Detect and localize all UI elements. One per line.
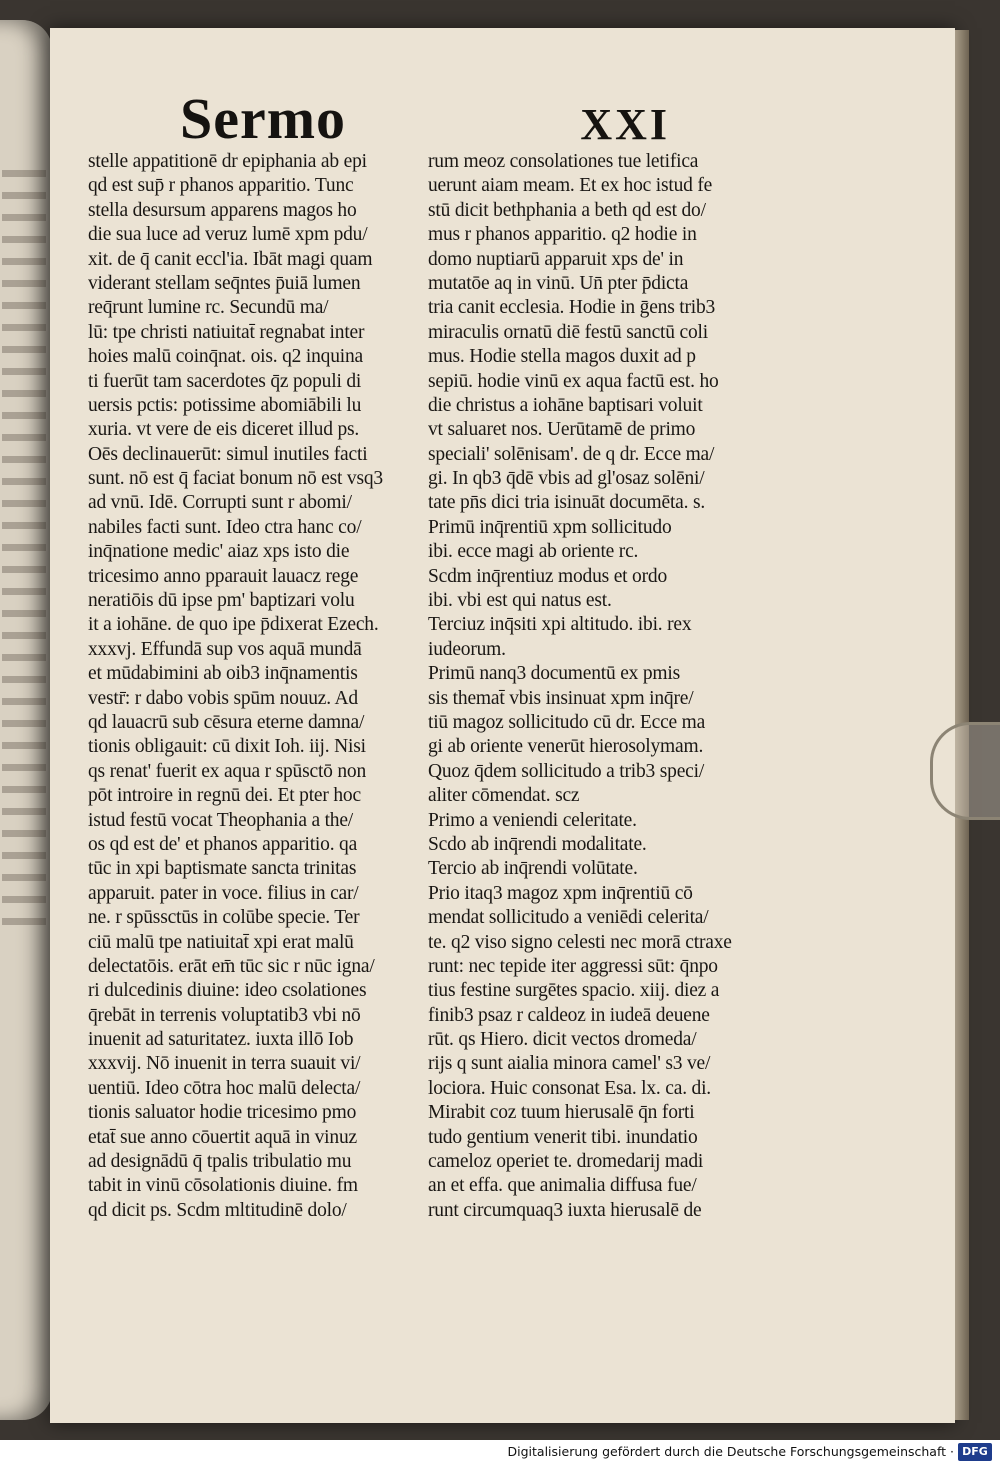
text-line: Scdo ab inq̄rendi modalitate.: [428, 833, 647, 855]
page-clip: [930, 722, 1000, 820]
text-line: it a iohāne. de quo ipe p̄dixerat Ezech.: [88, 614, 379, 636]
text-line: tudo gentium venerit tibi. inundatio: [428, 1126, 698, 1148]
text-line: lociora. Huic consonat Esa. lx. ca. di.: [428, 1077, 711, 1099]
text-line: an et effa. que animalia diffusa fue/: [428, 1175, 697, 1197]
text-line: finib3 psaz r caldeoz in iudeā deuene: [428, 1004, 710, 1026]
text-line: vt saluaret nos. Uerūtamē de primo: [428, 419, 696, 441]
text-line: ri dulcedinis diuine: ideo csolationes: [88, 980, 367, 1002]
text-line: Scdm inq̄rentiuz modus et ordo: [428, 565, 667, 587]
text-line: tiū magoz sollicitudo cū dr. Ecce ma: [428, 711, 706, 733]
text-line: tūc in xpi baptismate sancta trinitas: [88, 858, 357, 880]
text-column-right: [428, 150, 758, 1223]
text-line: inq̄natione medic' aiaz xps isto die: [88, 541, 350, 563]
text-line: uentiū. Ideo cōtra hoc malū delecta/: [88, 1077, 361, 1099]
text-line: cameloz operiet te. dromedarij madi: [428, 1151, 704, 1173]
text-line: te. q2 viso signo celesti nec morā ctraxe: [428, 931, 732, 953]
text-line: sunt. nō est q̄ faciat bonum nō est vsq3: [88, 468, 383, 490]
text-line: vestr̄: r dabo vobis spūm nouuz. Ad: [88, 687, 358, 709]
text-line: die christus a iohāne baptisari voluit: [428, 394, 703, 416]
text-line: sis themat̄ vbis insinuat xpm inq̄re/: [428, 687, 694, 709]
text-line: Prio itaq3 magoz xpm inq̄rentiū cō: [428, 882, 693, 904]
text-line: xuria. vt vere de eis diceret illud ps.: [88, 419, 360, 441]
text-line: neratiōis dū ipse pm' baptizari volu: [88, 590, 355, 612]
text-line: Terciuz inq̄siti xpi altitudo. ibi. rex: [428, 614, 692, 636]
text-line: mendat sollicitudo a veniēdi celerita/: [428, 907, 709, 929]
text-line: Quoz q̄dem sollicitudo a trib3 speci/: [428, 760, 705, 782]
funding-credit: Digitalisierung gefördert durch die Deutsche Forschungsgemeinschaft ·: [507, 1444, 954, 1459]
text-line: speciali' solēnisam'. de q dr. Ecce ma/: [428, 443, 715, 465]
dfg-logo: DFG: [958, 1443, 992, 1461]
sermon-number: XXI: [580, 100, 670, 149]
text-line: iudeorum.: [428, 638, 506, 660]
text-line: etat̄ sue anno cōuertit aquā in vinuz: [88, 1126, 357, 1148]
text-line: ad vnū. Idē. Corrupti sunt r abomi/: [88, 492, 352, 514]
text-line: inuenit ad saturitatez. iuxta illō Iob: [88, 1029, 354, 1051]
text-line: uersis pctis: potissime abomiābili lu: [88, 394, 362, 416]
text-column-left: [88, 150, 418, 1223]
text-line: tabit in vinū cōsolationis diuine. fm: [88, 1175, 358, 1197]
text-line: lū: tpe christi natiuitat̄ regnabat inter: [88, 321, 365, 343]
text-line: pōt introire in regnū dei. Et pter hoc: [88, 785, 361, 807]
text-line: ibi. ecce magi ab oriente rc.: [428, 541, 639, 563]
text-line: tionis saluator hodie tricesimo pmo: [88, 1102, 357, 1124]
text-line: runt: nec tepide iter aggressi sūt: q̄npo: [428, 955, 718, 977]
text-line: apparuit. pater in voce. filius in car/: [88, 882, 359, 904]
text-line: ciū malū tpe natiuitat̄ xpi erat malū: [88, 931, 354, 953]
text-line: viderant stellam seq̄ntes p̄uiā lumen: [88, 272, 361, 294]
text-line: Primū inq̄rentiū xpm sollicitudo: [428, 516, 672, 538]
text-line: ad designādū q̄ tpalis tribulatio mu: [88, 1151, 352, 1173]
text-line: die sua luce ad veruz lumē xpm pdu/: [88, 224, 368, 246]
text-line: Primū nanq3 documentū ex pmis: [428, 663, 681, 685]
text-line: miraculis ornatū diē festū sanctū coli: [428, 321, 708, 343]
footer-bar: [0, 1440, 1000, 1468]
previous-page-text-fragment: [2, 170, 46, 930]
text-line: tionis obligauit: cū dixit Ioh. iij. Nisi: [88, 736, 366, 758]
text-line: stū dicit bethphania a beth qd est do/: [428, 199, 706, 221]
text-line: xxxvj. Effundā sup vos aquā mundā: [88, 638, 362, 660]
text-line: delectatōis. erāt em̄ tūc sic r nūc igna/: [88, 955, 375, 977]
text-line: tria canit ecclesia. Hodie in ḡens trib3: [428, 297, 716, 319]
page-header: [180, 85, 670, 155]
text-line: tius festine surgētes spacio. xiij. diez a: [428, 980, 720, 1002]
text-line: gi. In qb3 q̄dē vbis ad gl'osaz solēni/: [428, 468, 705, 490]
text-line: req̄runt lumine rc. Secundū ma/: [88, 297, 329, 319]
text-line: xit. de q̄ canit eccl'ia. Ibāt magi quam: [88, 248, 373, 270]
text-line: qd est sup̄ r phanos apparitio. Tunc: [88, 175, 354, 197]
text-line: xxxvij. Nō inuenit in terra suauit vi/: [88, 1053, 361, 1075]
text-line: mus. Hodie stella magos duxit ad p: [428, 346, 696, 368]
text-line: rijs q sunt aialia minora camel' s3 ve/: [428, 1053, 711, 1075]
text-line: nabiles facti sunt. Ideo ctra hanc co/: [88, 516, 362, 538]
text-line: ibi. vbi est qui natus est.: [428, 590, 612, 612]
text-line: stella desursum apparens magos ho: [88, 199, 357, 221]
text-line: mutatōe aq in vinū. Un̄ pter p̄dicta: [428, 272, 689, 294]
text-line: ti fuerūt tam sacerdotes q̄z populi di: [88, 370, 362, 392]
text-line: qs renat' fuerit ex aqua r spūsctō non: [88, 760, 367, 782]
text-line: rum meoz consolationes tue letifica: [428, 151, 699, 172]
text-line: et mūdabimini ab oib3 inq̄namentis: [88, 663, 358, 685]
text-line: aliter cōmendat. scz: [428, 785, 580, 807]
text-line: ne. r spūssctūs in colūbe specie. Ter: [88, 907, 360, 929]
text-line: Primo a veniendi celeritate.: [428, 809, 637, 831]
text-line: mus r phanos apparitio. q2 hodie in: [428, 224, 697, 246]
text-line: q̄rebāt in terrenis voluptatib3 vbi nō: [88, 1004, 361, 1026]
text-line: gi ab oriente venerūt hierosolymam.: [428, 736, 704, 758]
text-line: hoies malū coinq̄nat. ois. q2 inquina: [88, 346, 363, 368]
previous-page-edge: [0, 20, 52, 1420]
text-line: domo nuptiarū apparuit xps de' in: [428, 248, 684, 270]
text-line: stelle appatitionē dr epiphania ab epi: [88, 151, 367, 172]
text-line: runt circumquaq3 iuxta hierusalē de: [428, 1199, 702, 1221]
text-line: qd dicit ps. Scdm mltitudinē dolo/: [88, 1199, 347, 1221]
text-line: Mirabit coz tuum hierusalē q̄n forti: [428, 1102, 695, 1124]
text-line: Tercio ab inq̄rendi volūtate.: [428, 858, 638, 880]
text-line: sepiū. hodie vinū ex aqua factū est. ho: [428, 370, 719, 392]
running-title: Sermo: [180, 86, 347, 151]
text-line: rūt. qs Hiero. dicit vectos dromeda/: [428, 1029, 697, 1051]
text-line: tate pn̄s dici tria isinuāt documēta. s.: [428, 492, 706, 514]
text-line: Oēs declinauerūt: simul inutiles facti: [88, 443, 368, 465]
text-line: uerunt aiam meam. Et ex hoc istud fe: [428, 175, 713, 197]
text-line: os qd est de' et phanos apparitio. qa: [88, 833, 358, 855]
text-line: istud festū vocat Theophania a the/: [88, 809, 354, 831]
text-line: qd lauacrū sub cēsura eterne damna/: [88, 711, 365, 733]
text-line: tricesimo anno pparauit lauacz rege: [88, 565, 359, 587]
